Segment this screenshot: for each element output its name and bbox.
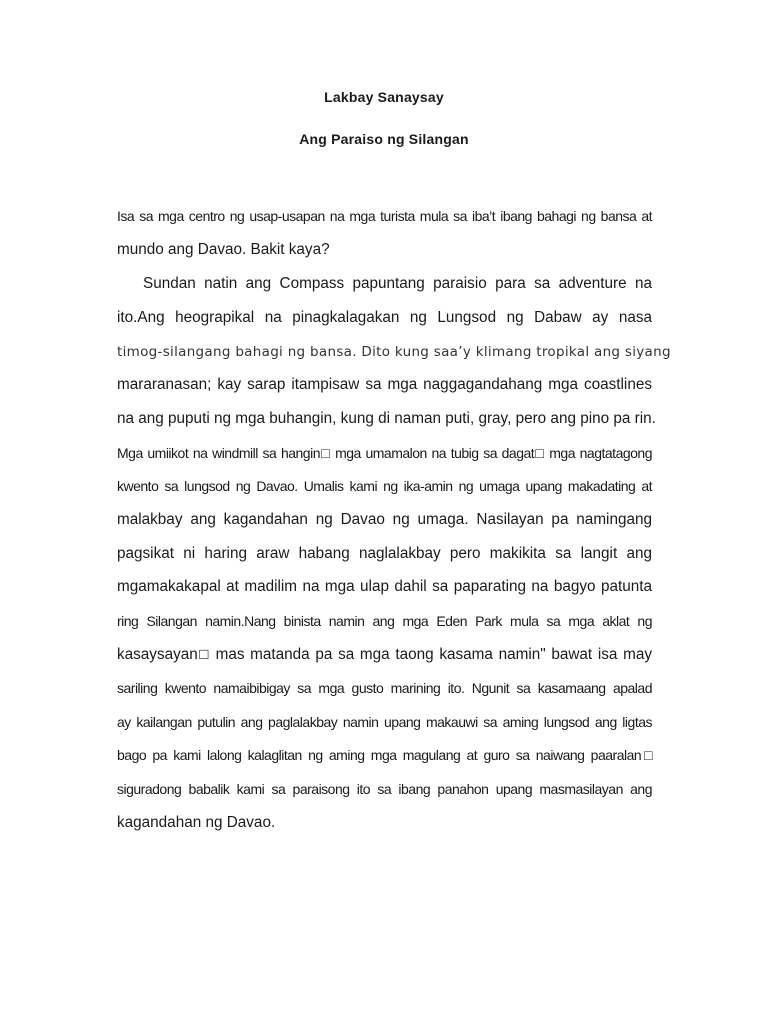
paragraph-line: na ang puputi ng mga buhangin, kung di naman puti, gray, pero ang pino pa rin. (117, 410, 656, 427)
paragraph-line: kwento sa lungsod ng Davao. Umalis kami ng ika-amin ng umaga upang makadating at (117, 478, 652, 494)
paragraph-line: malakbay ang kagandahan ng Davao ng umaga. Nasilayan pa namingang (117, 511, 652, 528)
paragraph-line: bago pa kami lalong kalaglitan ng aming mga magulang at guro sa naiwang paaralan□ (117, 747, 652, 763)
paragraph-line: kagandahan ng Davao. (117, 814, 276, 831)
paragraph-line: Mga umiikot na windmill sa hangin□ mga umamalon na tubig sa dagat□ mga nagtatagong (117, 445, 652, 461)
paragraph-line: ay kailangan putulin ang paglalakbay namin upang makauwi sa aming lungsod ang ligtas (117, 714, 652, 730)
paragraph-line: Isa sa mga centro ng usap-usapan na mga turista mula sa iba’t ibang bahagi ng bansa at (117, 208, 652, 224)
paragraph-line: Sundan natin ang Compass papuntang paraisio para sa adventure na (143, 275, 652, 292)
paragraph-line: mundo ang Davao. Bakit kaya? (117, 241, 330, 258)
paragraph-line: pagsikat ni haring araw habang naglalakbay pero makikita sa langit ang (117, 545, 652, 562)
paragraph-line: ito.Ang heograpikal na pinagkalagakan ng Lungsod ng Dabaw ay nasa (117, 309, 652, 326)
paragraph-line: timog-silangang bahagi ng bansa. Dito kung saa’y klimang tropikal ang siyang (117, 344, 671, 360)
document-subtitle: Ang Paraiso ng Silangan (299, 131, 469, 147)
paragraph-line: siguradong babalik kami sa paraisong ito sa ibang panahon upang masmasilayan ang (117, 781, 652, 797)
document-title: Lakbay Sanaysay (324, 89, 444, 105)
paragraph-line: mgamakakapal at madilim na mga ulap dahil sa paparating na bagyo patunta (117, 578, 652, 595)
paragraph-line: ring Silangan namin.Nang binista namin ang mga Eden Park mula sa mga aklat ng (117, 613, 652, 629)
paragraph-line: kasaysayan□ mas matanda pa sa mga taong kasama namin" bawat isa may (117, 646, 652, 663)
paragraph-line: sariling kwento namaibibigay sa mga gusto marining ito. Ngunit sa kasamaang apalad (117, 680, 652, 696)
paragraph-line: mararanasan; kay sarap itampisaw sa mga naggagandahang mga coastlines (117, 376, 652, 393)
